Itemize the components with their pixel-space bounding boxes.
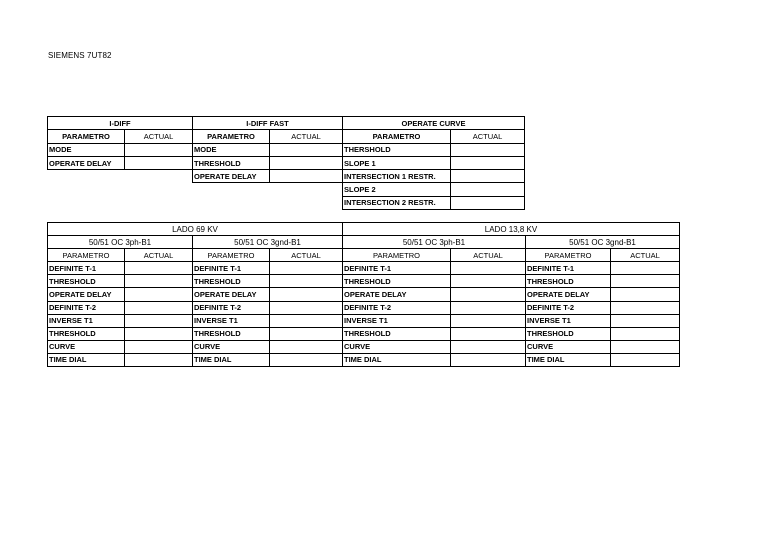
actual-value-cell[interactable] [451, 353, 526, 366]
actual-value-cell[interactable] [270, 262, 343, 275]
column-header-parametro: PARAMETRO [193, 249, 270, 262]
table-row [48, 288, 680, 301]
differential-settings-table [47, 116, 525, 210]
parameter-cell: DEFINITE T-2 [526, 301, 611, 314]
parameter-cell: CURVE [526, 340, 611, 353]
parameter-cell: DEFINITE T-2 [193, 301, 270, 314]
parameter-cell: DEFINITE T-1 [48, 262, 125, 275]
actual-value-cell[interactable] [125, 143, 193, 156]
actual-value-cell[interactable] [611, 340, 680, 353]
parameter-cell: INTERSECTION 2 RESTR. [343, 196, 451, 209]
column-header-parametro: PARAMETRO [343, 130, 451, 143]
parameter-cell: DEFINITE T-1 [193, 262, 270, 275]
group-header-idiff: I-DIFF [48, 117, 193, 130]
group-header-oc-3gnd-69: 50/51 OC 3gnd-B1 [193, 236, 343, 249]
overcurrent-settings-table [47, 222, 680, 367]
parameter-cell: TIME DIAL [193, 353, 270, 366]
parameter-cell: DEFINITE T-1 [526, 262, 611, 275]
column-header-parametro: PARAMETRO [48, 249, 125, 262]
parameter-cell: OPERATE DELAY [48, 156, 125, 169]
parameter-cell: THRESHOLD [193, 275, 270, 288]
parameter-cell: OPERATE DELAY [526, 288, 611, 301]
parameter-cell: DEFINITE T-2 [48, 301, 125, 314]
parameter-cell: SLOPE 1 [343, 156, 451, 169]
group-header-oc-3gnd-13: 50/51 OC 3gnd-B1 [526, 236, 680, 249]
actual-value-cell[interactable] [451, 143, 525, 156]
column-header-actual: ACTUAL [270, 130, 343, 143]
actual-value-cell[interactable] [125, 327, 193, 340]
table-row [48, 275, 680, 288]
table-row [48, 314, 680, 327]
actual-value-cell[interactable] [611, 275, 680, 288]
table-row [48, 196, 525, 209]
parameter-cell: TIME DIAL [48, 353, 125, 366]
actual-value-cell[interactable] [270, 327, 343, 340]
actual-value-cell[interactable] [451, 156, 525, 169]
parameter-cell: MODE [193, 143, 270, 156]
actual-value-cell[interactable] [270, 301, 343, 314]
table-row [48, 301, 680, 314]
actual-value-cell[interactable] [611, 327, 680, 340]
parameter-cell: OPERATE DELAY [193, 288, 270, 301]
parameter-cell: THRESHOLD [193, 327, 270, 340]
parameter-cell: INTERSECTION 1 RESTR. [343, 170, 451, 183]
parameter-cell: INVERSE T1 [343, 314, 451, 327]
actual-value-cell[interactable] [451, 327, 526, 340]
actual-value-cell[interactable] [611, 288, 680, 301]
actual-value-cell[interactable] [125, 340, 193, 353]
parameter-cell: THRESHOLD [526, 327, 611, 340]
table-row [48, 353, 680, 366]
parameter-cell: THRESHOLD [343, 327, 451, 340]
column-header-actual: ACTUAL [125, 249, 193, 262]
parameter-cell: THRESHOLD [343, 275, 451, 288]
table-row [48, 327, 680, 340]
parameter-cell: THRESHOLD [48, 275, 125, 288]
parameter-cell: DEFINITE T-1 [343, 262, 451, 275]
column-header-actual: ACTUAL [611, 249, 680, 262]
table-row [48, 262, 680, 275]
column-header-parametro: PARAMETRO [48, 130, 125, 143]
document-title: SIEMENS 7UT82 [48, 51, 112, 60]
actual-value-cell[interactable] [611, 301, 680, 314]
actual-value-cell[interactable] [451, 275, 526, 288]
actual-value-cell[interactable] [451, 196, 525, 209]
parameter-cell: THRESHOLD [193, 156, 270, 169]
actual-value-cell[interactable] [270, 340, 343, 353]
parameter-cell: INVERSE T1 [48, 314, 125, 327]
group-header-idiff-fast: I-DIFF FAST [193, 117, 343, 130]
actual-value-cell[interactable] [270, 156, 343, 169]
actual-value-cell[interactable] [451, 314, 526, 327]
actual-value-cell[interactable] [611, 353, 680, 366]
actual-value-cell[interactable] [451, 170, 525, 183]
actual-value-cell[interactable] [125, 314, 193, 327]
parameter-cell: TIME DIAL [343, 353, 451, 366]
parameter-cell: OPERATE DELAY [343, 288, 451, 301]
column-header-actual: ACTUAL [451, 249, 526, 262]
side-header-69kv: LADO 69 KV [48, 223, 343, 236]
actual-value-cell[interactable] [270, 353, 343, 366]
column-header-actual: ACTUAL [270, 249, 343, 262]
actual-value-cell[interactable] [270, 170, 343, 183]
actual-value-cell[interactable] [451, 301, 526, 314]
actual-value-cell[interactable] [451, 288, 526, 301]
parameter-cell: INVERSE T1 [526, 314, 611, 327]
actual-value-cell[interactable] [125, 353, 193, 366]
group-header-oc-3ph-69: 50/51 OC 3ph-B1 [48, 236, 193, 249]
actual-value-cell[interactable] [611, 262, 680, 275]
parameter-cell: CURVE [193, 340, 270, 353]
parameter-cell: THRESHOLD [526, 275, 611, 288]
table-row [48, 156, 525, 169]
parameter-cell: OPERATE DELAY [48, 288, 125, 301]
table-row [48, 143, 525, 156]
column-header-parametro: PARAMETRO [193, 130, 270, 143]
parameter-cell: THERSHOLD [343, 143, 451, 156]
parameter-cell: SLOPE 2 [343, 183, 451, 196]
actual-value-cell[interactable] [125, 275, 193, 288]
actual-value-cell[interactable] [611, 314, 680, 327]
actual-value-cell[interactable] [270, 275, 343, 288]
side-header-13kv: LADO 13,8 KV [343, 223, 680, 236]
parameter-cell: TIME DIAL [526, 353, 611, 366]
parameter-cell: CURVE [48, 340, 125, 353]
column-header-parametro: PARAMETRO [526, 249, 611, 262]
table-row [48, 170, 525, 183]
parameter-cell: OPERATE DELAY [193, 170, 270, 183]
column-header-parametro: PARAMETRO [343, 249, 451, 262]
column-header-actual: ACTUAL [125, 130, 193, 143]
parameter-cell: MODE [48, 143, 125, 156]
table-row [48, 183, 525, 196]
actual-value-cell[interactable] [125, 301, 193, 314]
actual-value-cell[interactable] [451, 340, 526, 353]
column-header-actual: ACTUAL [451, 130, 525, 143]
table-row [48, 340, 680, 353]
group-header-oc-3ph-13: 50/51 OC 3ph-B1 [343, 236, 526, 249]
actual-value-cell[interactable] [270, 143, 343, 156]
group-header-operate-curve: OPERATE CURVE [343, 117, 525, 130]
actual-value-cell[interactable] [270, 288, 343, 301]
actual-value-cell[interactable] [125, 288, 193, 301]
actual-value-cell[interactable] [451, 262, 526, 275]
parameter-cell: CURVE [343, 340, 451, 353]
actual-value-cell[interactable] [451, 183, 525, 196]
parameter-cell: DEFINITE T-2 [343, 301, 451, 314]
parameter-cell: INVERSE T1 [193, 314, 270, 327]
actual-value-cell[interactable] [125, 156, 193, 169]
parameter-cell: THRESHOLD [48, 327, 125, 340]
actual-value-cell[interactable] [270, 314, 343, 327]
actual-value-cell[interactable] [125, 262, 193, 275]
